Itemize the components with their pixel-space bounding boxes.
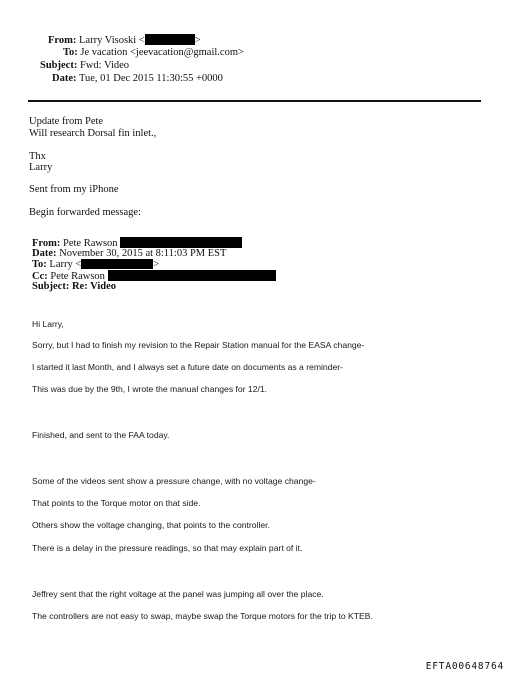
header-to-row <box>63 47 244 59</box>
header-divider <box>28 100 481 102</box>
header-date-row <box>52 73 223 85</box>
header-subject-label: Subject: <box>40 60 78 71</box>
body-line-2: Will research Dorsal fin inlet., <box>29 128 157 139</box>
fwd-subject-row <box>32 281 116 292</box>
message-paragraph: Sorry, but I had to finish my revision to the Repair Station manual for the EASA change- <box>32 340 365 350</box>
body-signature: Larry <box>29 162 53 173</box>
body-thx: Thx <box>29 151 46 162</box>
message-paragraph: Some of the videos sent show a pressure change, with no voltage change- <box>32 476 316 486</box>
fwd-date-label: Date: <box>32 248 57 259</box>
message-paragraph: The controllers are not easy to swap, maybe swap the Torque motors for the trip to KTEB. <box>32 611 373 621</box>
header-from-label: From: <box>48 35 77 46</box>
header-to-value: Je vacation <jeevacation@gmail.com> <box>80 47 244 58</box>
fwd-to-value: Larry < <box>49 259 82 270</box>
fwd-to-label: To: <box>32 259 47 270</box>
header-subject-value: Fwd: Video <box>79 60 130 71</box>
redaction-bar <box>108 270 276 281</box>
fwd-from-value: Pete Rawson <box>63 238 118 249</box>
fwd-subject-value: Re: Video <box>71 281 117 292</box>
body-sent-from: Sent from my iPhone <box>29 184 119 195</box>
document-id: EFTA00648764 <box>425 661 504 672</box>
fwd-to-suffix: > <box>153 259 160 270</box>
fwd-subject-label: Subject: <box>32 281 70 292</box>
header-from-suffix: > <box>194 35 201 46</box>
header-subject-row <box>40 60 129 72</box>
body-line-1: Update from Pete <box>29 116 104 127</box>
header-date-label: Date: <box>52 73 77 84</box>
redaction-bar <box>120 237 242 248</box>
body-begin-forwarded: Begin forwarded message: <box>29 207 141 218</box>
redaction-bar <box>81 259 153 269</box>
message-paragraph: Hi Larry, <box>32 319 64 329</box>
message-paragraph: Others show the voltage changing, that points to the controller. <box>32 520 270 530</box>
fwd-to-row <box>32 259 159 270</box>
header-to-label: To: <box>63 47 78 58</box>
header-from-row <box>48 34 201 47</box>
message-paragraph: I started it last Month, and I always set a future date on documents as a reminder- <box>32 362 343 372</box>
fwd-date-row <box>32 248 226 259</box>
header-date-value: Tue, 01 Dec 2015 11:30:55 +0000 <box>78 73 223 84</box>
message-paragraph: This was due by the 9th, I wrote the manual changes for 12/1. <box>32 384 268 394</box>
redaction-bar <box>145 34 195 45</box>
message-paragraph: There is a delay in the pressure readings, so that may explain part of it. <box>32 543 303 553</box>
fwd-from-label: From: <box>32 238 61 249</box>
message-paragraph: That points to the Torque motor on that side. <box>32 498 201 508</box>
fwd-cc-label: Cc: <box>32 271 48 282</box>
fwd-date-value: November 30, 2015 at 8:11:03 PM EST <box>59 248 227 259</box>
message-paragraph: Finished, and sent to the FAA today. <box>32 430 170 440</box>
fwd-cc-value: Pete Rawson <box>50 271 105 282</box>
header-from-value: Larry Visoski < <box>79 35 145 46</box>
message-paragraph: Jeffrey sent that the right voltage at the panel was jumping all over the place. <box>32 589 324 599</box>
